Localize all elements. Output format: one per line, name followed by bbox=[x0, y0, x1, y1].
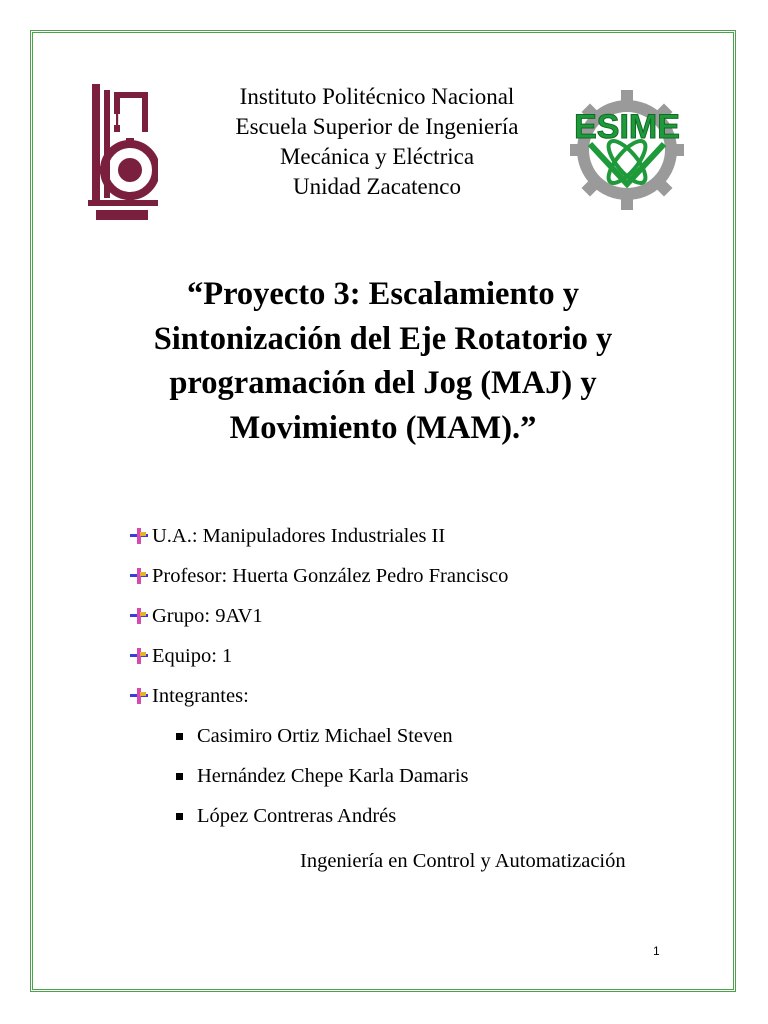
title-line: Sintonización del Eje Rotatorio y bbox=[153, 320, 613, 357]
member-item bbox=[176, 796, 469, 836]
institution-header bbox=[190, 82, 564, 202]
info-item-grupo bbox=[128, 596, 508, 636]
member-list bbox=[176, 716, 469, 836]
institution-line: Instituto Politécnico Nacional bbox=[239, 84, 515, 109]
square-bullet-icon bbox=[176, 813, 183, 820]
pushpin-bullet-icon bbox=[128, 566, 150, 586]
info-item-text: Profesor: Huerta González Pedro Francisco bbox=[152, 564, 509, 587]
pushpin-bullet-icon bbox=[128, 686, 150, 706]
career-name: Ingeniería en Control y Automatización bbox=[300, 850, 626, 872]
info-list bbox=[128, 516, 508, 716]
page-number: 1 bbox=[653, 944, 660, 958]
info-item-equipo bbox=[128, 636, 508, 676]
info-item-ua bbox=[128, 516, 508, 556]
institution-line: Escuela Superior de Ingeniería bbox=[235, 114, 519, 139]
member-item bbox=[176, 716, 469, 756]
info-item-profesor bbox=[128, 556, 508, 596]
square-bullet-icon bbox=[176, 773, 183, 780]
member-name: Hernández Chepe Karla Damaris bbox=[197, 764, 469, 787]
info-item-text: Equipo: 1 bbox=[152, 644, 233, 667]
pushpin-bullet-icon bbox=[128, 526, 150, 546]
member-name: Casimiro Ortiz Michael Steven bbox=[197, 724, 453, 747]
square-bullet-icon bbox=[176, 733, 183, 740]
institution-line: Unidad Zacatenco bbox=[293, 174, 461, 199]
info-item-text: U.A.: Manipuladores Industriales II bbox=[152, 524, 446, 547]
pushpin-bullet-icon bbox=[128, 606, 150, 626]
title-line: Movimiento (MAM).” bbox=[229, 409, 537, 446]
info-item-text: Integrantes: bbox=[152, 684, 249, 707]
pushpin-bullet-icon bbox=[128, 646, 150, 666]
member-name: López Contreras Andrés bbox=[197, 804, 397, 827]
info-item-text: Grupo: 9AV1 bbox=[152, 604, 263, 627]
info-item-integrantes bbox=[128, 676, 508, 716]
ipn-logo-text: IPN bbox=[112, 112, 140, 129]
esime-logo-text: ESIME bbox=[574, 108, 680, 146]
title-line: “Proyecto 3: Escalamiento y bbox=[186, 276, 579, 312]
institution-line: Mecánica y Eléctrica bbox=[279, 144, 475, 169]
title-line: programación del Jog (MAJ) y bbox=[169, 365, 597, 401]
esime-logo-icon bbox=[560, 88, 694, 212]
ipn-logo-icon bbox=[86, 80, 158, 226]
member-item bbox=[176, 756, 469, 796]
document-title bbox=[90, 272, 676, 450]
